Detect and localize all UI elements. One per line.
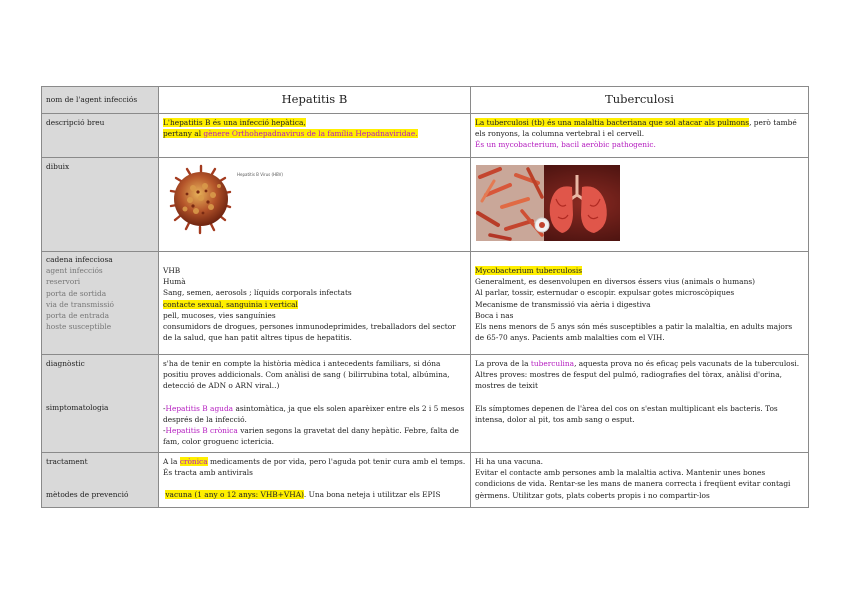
symptoms-label: simptomatologia	[46, 403, 109, 413]
hep-treat-1a: A la	[163, 457, 180, 466]
hep-symp-1: asintomàtica, ja que els solen aparèixer entre els 2 i 5 mesos	[233, 403, 465, 413]
hep-treat-1c: medicaments de por vida, pero l'aguda pot tenir cura amb el temps.	[207, 457, 466, 466]
hep-treatment-cell	[159, 453, 471, 508]
chain-title: cadena infecciosa	[46, 255, 113, 264]
tb-symp-2: intensa, dolor al pit, tos amb sang o esput.	[475, 414, 635, 424]
hep-symp-4: fam, color groguenc ictericia.	[163, 437, 274, 447]
drawing-label: dibuix	[42, 158, 159, 252]
tb-diag-2: Altres proves: mostres de fesput del pulmó, radiografies del tòrax, anàlisi d'orina,	[475, 370, 782, 380]
tb-treat-1: Hi ha una vacuna.	[475, 457, 543, 466]
tb-drawing-cell	[471, 158, 809, 252]
tb-chain-transmission: Mecanisme de transmissió via aèria i digestiva	[475, 299, 651, 309]
chain-row	[42, 252, 809, 355]
sublabel-exit: porta de sortida	[46, 288, 107, 298]
tuberculosi-header: Tuberculosi	[471, 87, 809, 114]
tb-chain-host-2: de 65-70 anys. Pacients amb malalties com el VIH.	[475, 333, 665, 343]
tb-desc-line1b: , però també	[749, 118, 797, 127]
infection-table	[41, 86, 809, 508]
hep-treat-chronic: crònica	[179, 457, 208, 466]
hep-treat-2: És tracta amb antivirals	[163, 468, 253, 478]
tb-treatment-cell	[471, 453, 809, 508]
hepatitis-virus-image	[163, 162, 283, 248]
sublabel-entry: porta de entrada	[46, 311, 110, 321]
header-label: nom de l'agent infecciós	[42, 87, 159, 114]
tb-tuberculin: tuberculina	[530, 359, 575, 368]
hep-diag-1: s'ha de tenir en compte la història mèdica i antecedents familiars, si dóna	[163, 359, 441, 368]
diagnosis-label-cell	[42, 355, 159, 453]
hep-vaccine: vacuna (1 any o 12 anys: VHB+VHA)	[165, 490, 304, 500]
diagnosis-label: diagnòstic	[46, 359, 85, 368]
hep-desc-genus: gènere Orthohepadnavirus de la família Hepadnaviridae.	[203, 129, 418, 139]
hep-image-caption: Hepatitis B Virus (HBV)	[237, 172, 283, 177]
tb-diag-3: mostres de teixit	[475, 381, 538, 391]
treatment-label: tractament	[46, 457, 88, 466]
tb-chain-agent: Mycobacterium tuberculosis	[475, 266, 582, 275]
chain-label-cell	[42, 252, 159, 355]
treatment-label-cell	[42, 453, 159, 508]
hep-description	[159, 114, 471, 158]
hep-chain-cell	[159, 252, 471, 355]
tuberculosis-lungs-image	[476, 165, 620, 241]
hep-chain-reservoir: Humà	[163, 277, 186, 287]
hep-symp-2: després de la infecció.	[163, 414, 247, 424]
hep-diag-3: detecció de ADN o ARN viral..)	[163, 381, 280, 391]
sublabel-agent: agent infecciós	[46, 266, 103, 276]
hep-desc-line1: L'hepatitis B és una infecció hepàtica,	[163, 118, 306, 127]
tb-treat-4: gèrmens. Utilitzar gots, plats coberts propis i no compartir-los	[475, 490, 710, 500]
hep-chain-agent: VHB	[163, 266, 181, 275]
hep-chain-host-2: de la salud, que han patit altres tipus de hepatitis.	[163, 333, 352, 343]
description-label: descripció breu	[42, 114, 159, 158]
hep-desc-line2a: pertany al	[163, 129, 204, 139]
hep-symp-dash-2: -	[163, 426, 166, 436]
tb-chain-cell	[471, 252, 809, 355]
sublabel-host: hoste susceptible	[46, 322, 112, 332]
tb-description	[471, 114, 809, 158]
tb-diagnosis-cell	[471, 355, 809, 453]
hep-diagnosis-cell	[159, 355, 471, 453]
tb-diag-1a: La prova de la	[475, 359, 531, 368]
tb-chain-host-1: Els nens menors de 5 anys són més susceptibles a patir la malaltia, en adults majors	[475, 322, 793, 332]
tb-treat-2: Evitar el contacte amb persones amb la malaltia activa. Mantenir unes bones	[475, 468, 766, 478]
hep-symp-3: varien segons la gravetat del dany hepàtic. Febre, falta de	[237, 426, 459, 436]
tb-symp-1: Els símptomes depenen de l'àrea del cos on s'estan multiplicant els bacteris. Tos	[475, 403, 778, 413]
hep-chronic: Hepatitis B crònica	[165, 426, 238, 436]
tb-diag-1c: , aquesta prova no és eficaç pels vacunats de la tuberculosi.	[574, 359, 800, 368]
hep-chain-host-1: consumidors de drogues, persones inmunodeprimides, treballadors del sector	[163, 322, 456, 332]
header-row	[42, 87, 809, 114]
description-row	[42, 114, 809, 158]
hep-acute: Hepatitis B aguda	[165, 403, 234, 413]
tb-treat-3: condicions de vida. Rentar-se les mans de manera correcta i freqüent evitar contagi	[475, 479, 791, 489]
tb-chain-reservoir: Generalment, es desenvolupen en diversos éssers vius (animals o humans)	[475, 277, 756, 287]
sublabel-transmission: via de transmissió	[46, 299, 114, 309]
tb-desc-line3: És un mycobacterium, bacil aeròbic pathogenic.	[475, 140, 656, 150]
drawing-row	[42, 158, 809, 252]
hep-drawing-cell	[159, 158, 471, 252]
prevention-label: mètodes de prevenció	[46, 490, 129, 500]
treatment-row	[42, 453, 809, 508]
hepatitis-b-header: Hepatitis B	[159, 87, 471, 114]
hep-diag-2: positiu proves addicionals. Com anàlisi de sang ( bilirrubina total, albúmina,	[163, 370, 450, 380]
hep-chain-transmission: contacte sexual, sanguinia i vertical	[163, 299, 298, 309]
hep-symp-dash-1: -	[163, 403, 166, 413]
sublabel-reservoir: reservori	[46, 277, 81, 287]
tb-chain-exit: Al parlar, tossir, esternudar o escopir. expulsar gotes microscòpiques	[475, 288, 735, 298]
hep-chain-entry: pell, mucoses, vies sanguínies	[163, 310, 276, 320]
hep-prevention: . Una bona neteja i utilitzar els EPIS	[303, 490, 441, 500]
diagnosis-row	[42, 355, 809, 453]
tb-desc-line1: La tuberculosi (tb) és una malaltia bacteriana que sol atacar als pulmons	[475, 118, 750, 127]
tb-desc-line2: els ronyons, la columna vertebral i el cervell.	[475, 129, 645, 139]
tb-chain-entry: Boca i nas	[475, 310, 514, 320]
hep-chain-exit: Sang, semen, aerosols ; líquids corporals infectats	[163, 288, 352, 298]
